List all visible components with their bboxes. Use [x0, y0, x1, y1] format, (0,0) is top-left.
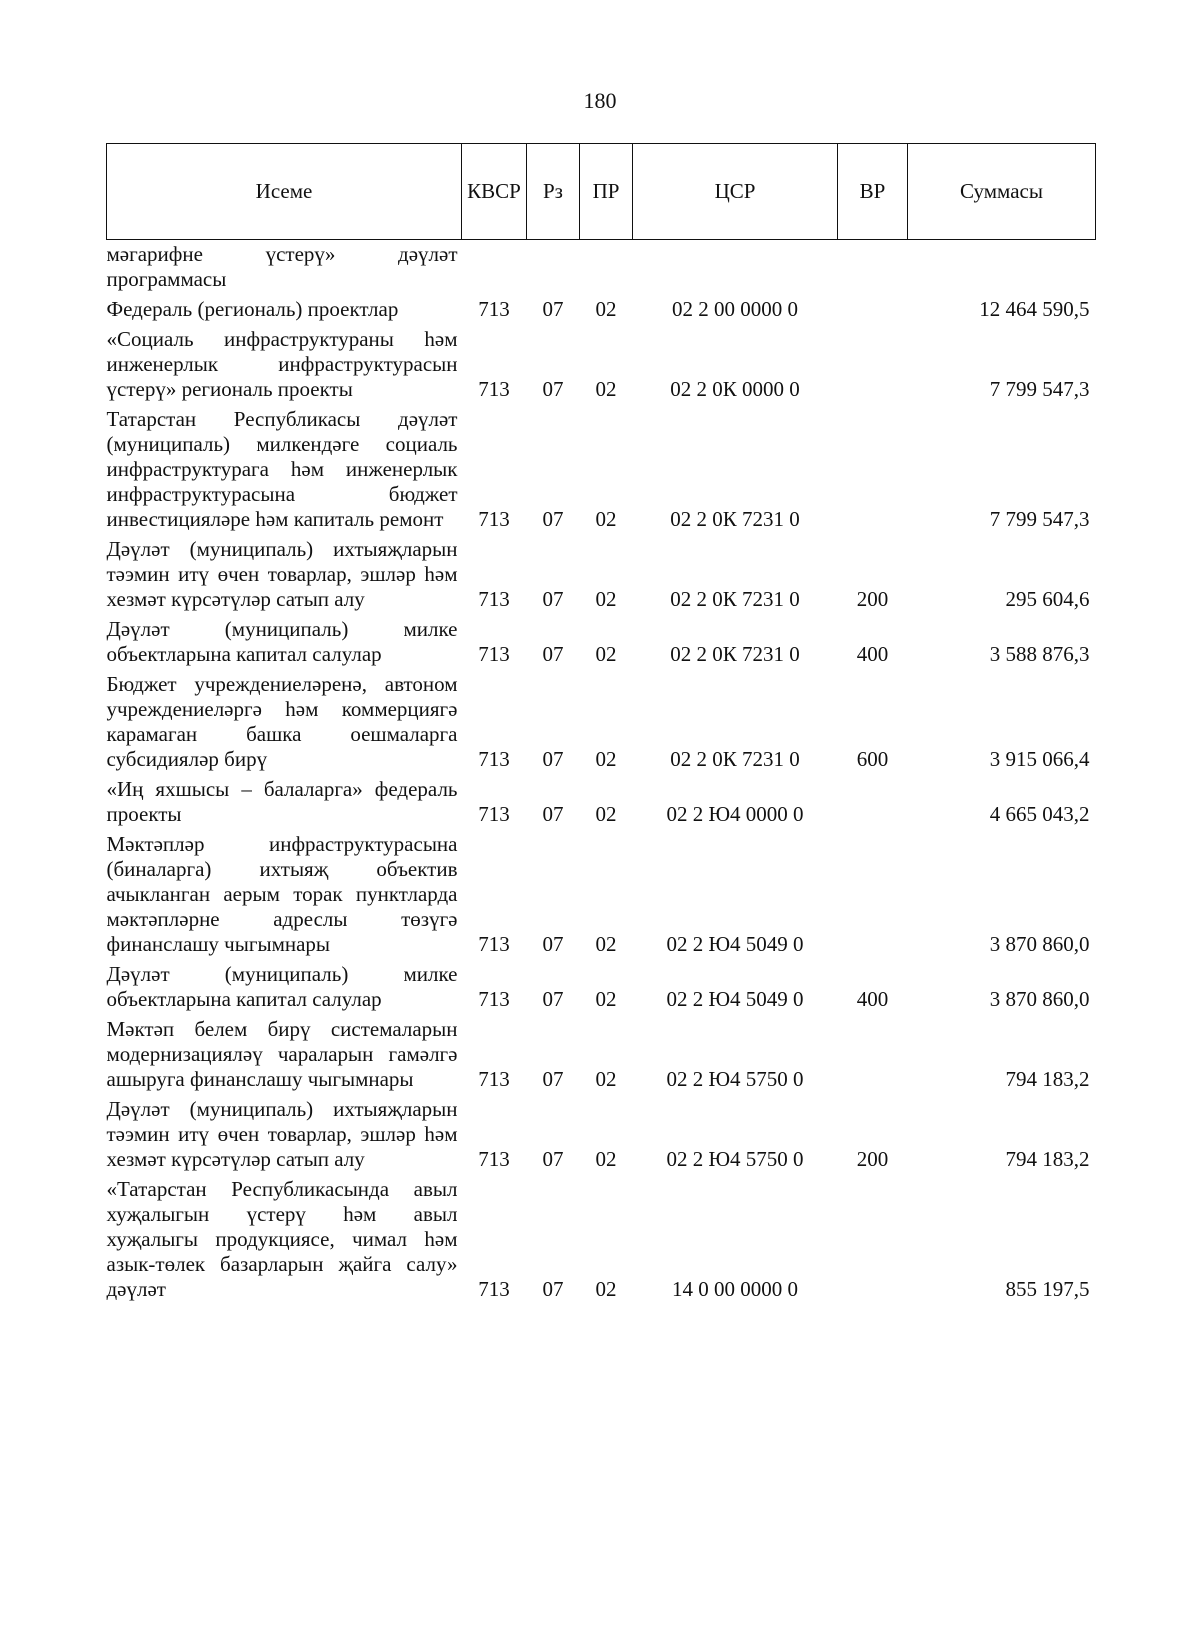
table-row: [107, 772, 1096, 827]
row-sum: 7 799 547,3: [989, 507, 1090, 531]
row-name: Татарстан Республикасы дәүләт (муниципаль) милкендәге социаль инфраструктурага һәм инженерлык инфраструктурасына бюджет инвестицияләре һәм капиталь ремонт: [106, 407, 458, 531]
row-sum: 3 870 860,0: [989, 932, 1090, 956]
row-name: Дәүләт (муниципаль) ихтыяҗларын тәэмин итү өчен товарлар, эшләр һәм хезмәт күрсәтүләр сатып алу: [106, 1097, 458, 1171]
header-kvsr: КВСР: [462, 144, 527, 240]
row-name: Бюджет учреждениеләренә, автоном учреждениеләргә һәм коммерциягә карамаган башка оешмаларга субсидияләр бирү: [106, 672, 458, 771]
row-csr: 02 2 0К 7231 0: [670, 587, 800, 611]
table-row: [107, 1092, 1096, 1172]
row-sum: 3 870 860,0: [989, 987, 1090, 1011]
row-pr: 02: [595, 377, 617, 401]
row-rz: 07: [542, 587, 564, 611]
row-sum: 12 464 590,5: [979, 297, 1090, 321]
row-kvsr: 713: [478, 377, 510, 401]
row-sum: 794 183,2: [1005, 1067, 1090, 1091]
row-name: Дәүләт (муниципаль) милке объектларына капитал салулар: [106, 617, 458, 666]
row-name: Дәүләт (муниципаль) милке объектларына капитал салулар: [106, 962, 458, 1011]
row-pr: 02: [595, 987, 617, 1011]
table-row: [107, 612, 1096, 667]
row-vr: 200: [856, 587, 889, 611]
table-row: [107, 667, 1096, 772]
row-rz: 07: [542, 1147, 564, 1171]
row-csr: 02 2 Ю4 5750 0: [666, 1147, 804, 1171]
row-pr: 02: [595, 1277, 617, 1301]
row-rz: 07: [542, 377, 564, 401]
row-name: Мәктәп белем бирү системаларын модернизацияләү чараларын гамәлгә ашыруга финанслашу чыгымнары: [106, 1017, 458, 1091]
row-vr: [838, 402, 908, 532]
row-pr: 02: [595, 642, 617, 666]
row-rz: 07: [542, 507, 564, 531]
table-row: [107, 957, 1096, 1012]
row-name: Мәктәпләр инфраструктурасына (биналарга) ихтыяҗ объектив ачыкланган аерым торак пунктларда мәктәпләрне адреслы төзүгә финанслашу чыгымнары: [106, 832, 458, 956]
row-kvsr: 713: [478, 747, 510, 771]
row-pr: 02: [595, 1147, 617, 1171]
row-pr: 02: [595, 587, 617, 611]
row-sum: 295 604,6: [1005, 587, 1090, 611]
row-pr: 02: [595, 297, 617, 321]
row-rz: 07: [542, 1067, 564, 1091]
row-rz: 07: [542, 987, 564, 1011]
row-csr: 02 2 Ю4 5049 0: [666, 987, 804, 1011]
row-sum: 3 588 876,3: [989, 642, 1090, 666]
row-csr: 02 2 0К 7231 0: [670, 642, 800, 666]
row-vr: [838, 240, 908, 293]
table-row: [107, 827, 1096, 957]
table-header: [107, 144, 1096, 240]
row-kvsr: 713: [478, 932, 510, 956]
row-sum: 4 665 043,2: [989, 802, 1090, 826]
row-vr: 400: [856, 642, 889, 666]
row-kvsr: 713: [478, 642, 510, 666]
row-kvsr: 713: [478, 297, 510, 321]
row-kvsr: 713: [478, 587, 510, 611]
header-name: Исеме: [107, 144, 462, 240]
row-name: мәгарифне үстерү» дәүләт программасы: [106, 242, 458, 291]
row-sum: 3 915 066,4: [989, 747, 1090, 771]
row-vr: [838, 1172, 908, 1302]
table-row: [107, 532, 1096, 612]
header-csr: ЦСР: [633, 144, 838, 240]
row-vr: [838, 322, 908, 402]
page-number: 180: [583, 88, 617, 113]
row-rz: 07: [542, 747, 564, 771]
header-rz: Рз: [527, 144, 580, 240]
row-pr: [580, 240, 633, 293]
header-vr: ВР: [838, 144, 908, 240]
row-name: «Социаль инфраструктураны һәм инженерлык инфраструктурасын үстерү» региональ проекты: [106, 327, 458, 401]
row-rz: 07: [542, 642, 564, 666]
row-pr: 02: [595, 747, 617, 771]
table-body: [107, 240, 1096, 1303]
row-csr: 02 2 Ю4 5750 0: [666, 1067, 804, 1091]
table-row: [107, 402, 1096, 532]
header-pr: ПР: [580, 144, 633, 240]
row-csr: 02 2 0К 7231 0: [670, 507, 800, 531]
row-pr: 02: [595, 507, 617, 531]
row-csr: 02 2 Ю4 5049 0: [666, 932, 804, 956]
row-csr: 02 2 00 0000 0: [672, 297, 798, 321]
row-kvsr: 713: [478, 987, 510, 1011]
row-sum: [908, 240, 1096, 293]
row-csr: 14 0 00 0000 0: [672, 1277, 798, 1301]
row-name: «Иң яхшысы – балаларга» федераль проекты: [106, 777, 458, 826]
budget-table: [106, 143, 1096, 1302]
row-sum: 794 183,2: [1005, 1147, 1090, 1171]
header-row: [107, 144, 1096, 240]
row-rz: 07: [542, 297, 564, 321]
row-kvsr: 713: [478, 1277, 510, 1301]
header-sum: Суммасы: [908, 144, 1096, 240]
row-csr: 02 2 Ю4 0000 0: [666, 802, 804, 826]
row-vr: 400: [856, 987, 889, 1011]
row-kvsr: 713: [478, 507, 510, 531]
row-pr: 02: [595, 802, 617, 826]
row-sum: 855 197,5: [1005, 1277, 1090, 1301]
table-row: [107, 322, 1096, 402]
row-vr: [838, 292, 908, 322]
table-row: [107, 1172, 1096, 1302]
row-csr: 02 2 0К 7231 0: [670, 747, 800, 771]
row-rz: 07: [542, 802, 564, 826]
row-sum: 7 799 547,3: [989, 377, 1090, 401]
row-kvsr: 713: [478, 1147, 510, 1171]
row-name: Федераль (региональ) проектлар: [106, 297, 399, 321]
table-row: [107, 240, 1096, 293]
row-vr: 200: [856, 1147, 889, 1171]
table-row: [107, 292, 1096, 322]
row-rz: [527, 240, 580, 293]
row-csr: [633, 240, 838, 293]
row-kvsr: 713: [478, 802, 510, 826]
row-rz: 07: [542, 1277, 564, 1301]
row-vr: [838, 1012, 908, 1092]
row-pr: 02: [595, 932, 617, 956]
row-kvsr: 713: [478, 1067, 510, 1091]
row-pr: 02: [595, 1067, 617, 1091]
row-name: «Татарстан Республикасында авыл хуҗалыгын үстерү һәм авыл хуҗалыгы продукциясе, чимал һәм азык-төлек базарларын җайга салу» дәүләт: [106, 1177, 458, 1301]
row-kvsr: [462, 240, 527, 293]
row-rz: 07: [542, 932, 564, 956]
row-vr: 600: [856, 747, 889, 771]
row-name: Дәүләт (муниципаль) ихтыяҗларын тәэмин итү өчен товарлар, эшләр һәм хезмәт күрсәтүләр сатып алу: [106, 537, 458, 611]
row-vr: [838, 827, 908, 957]
table-row: [107, 1012, 1096, 1092]
row-vr: [838, 772, 908, 827]
row-csr: 02 2 0К 0000 0: [670, 377, 800, 401]
